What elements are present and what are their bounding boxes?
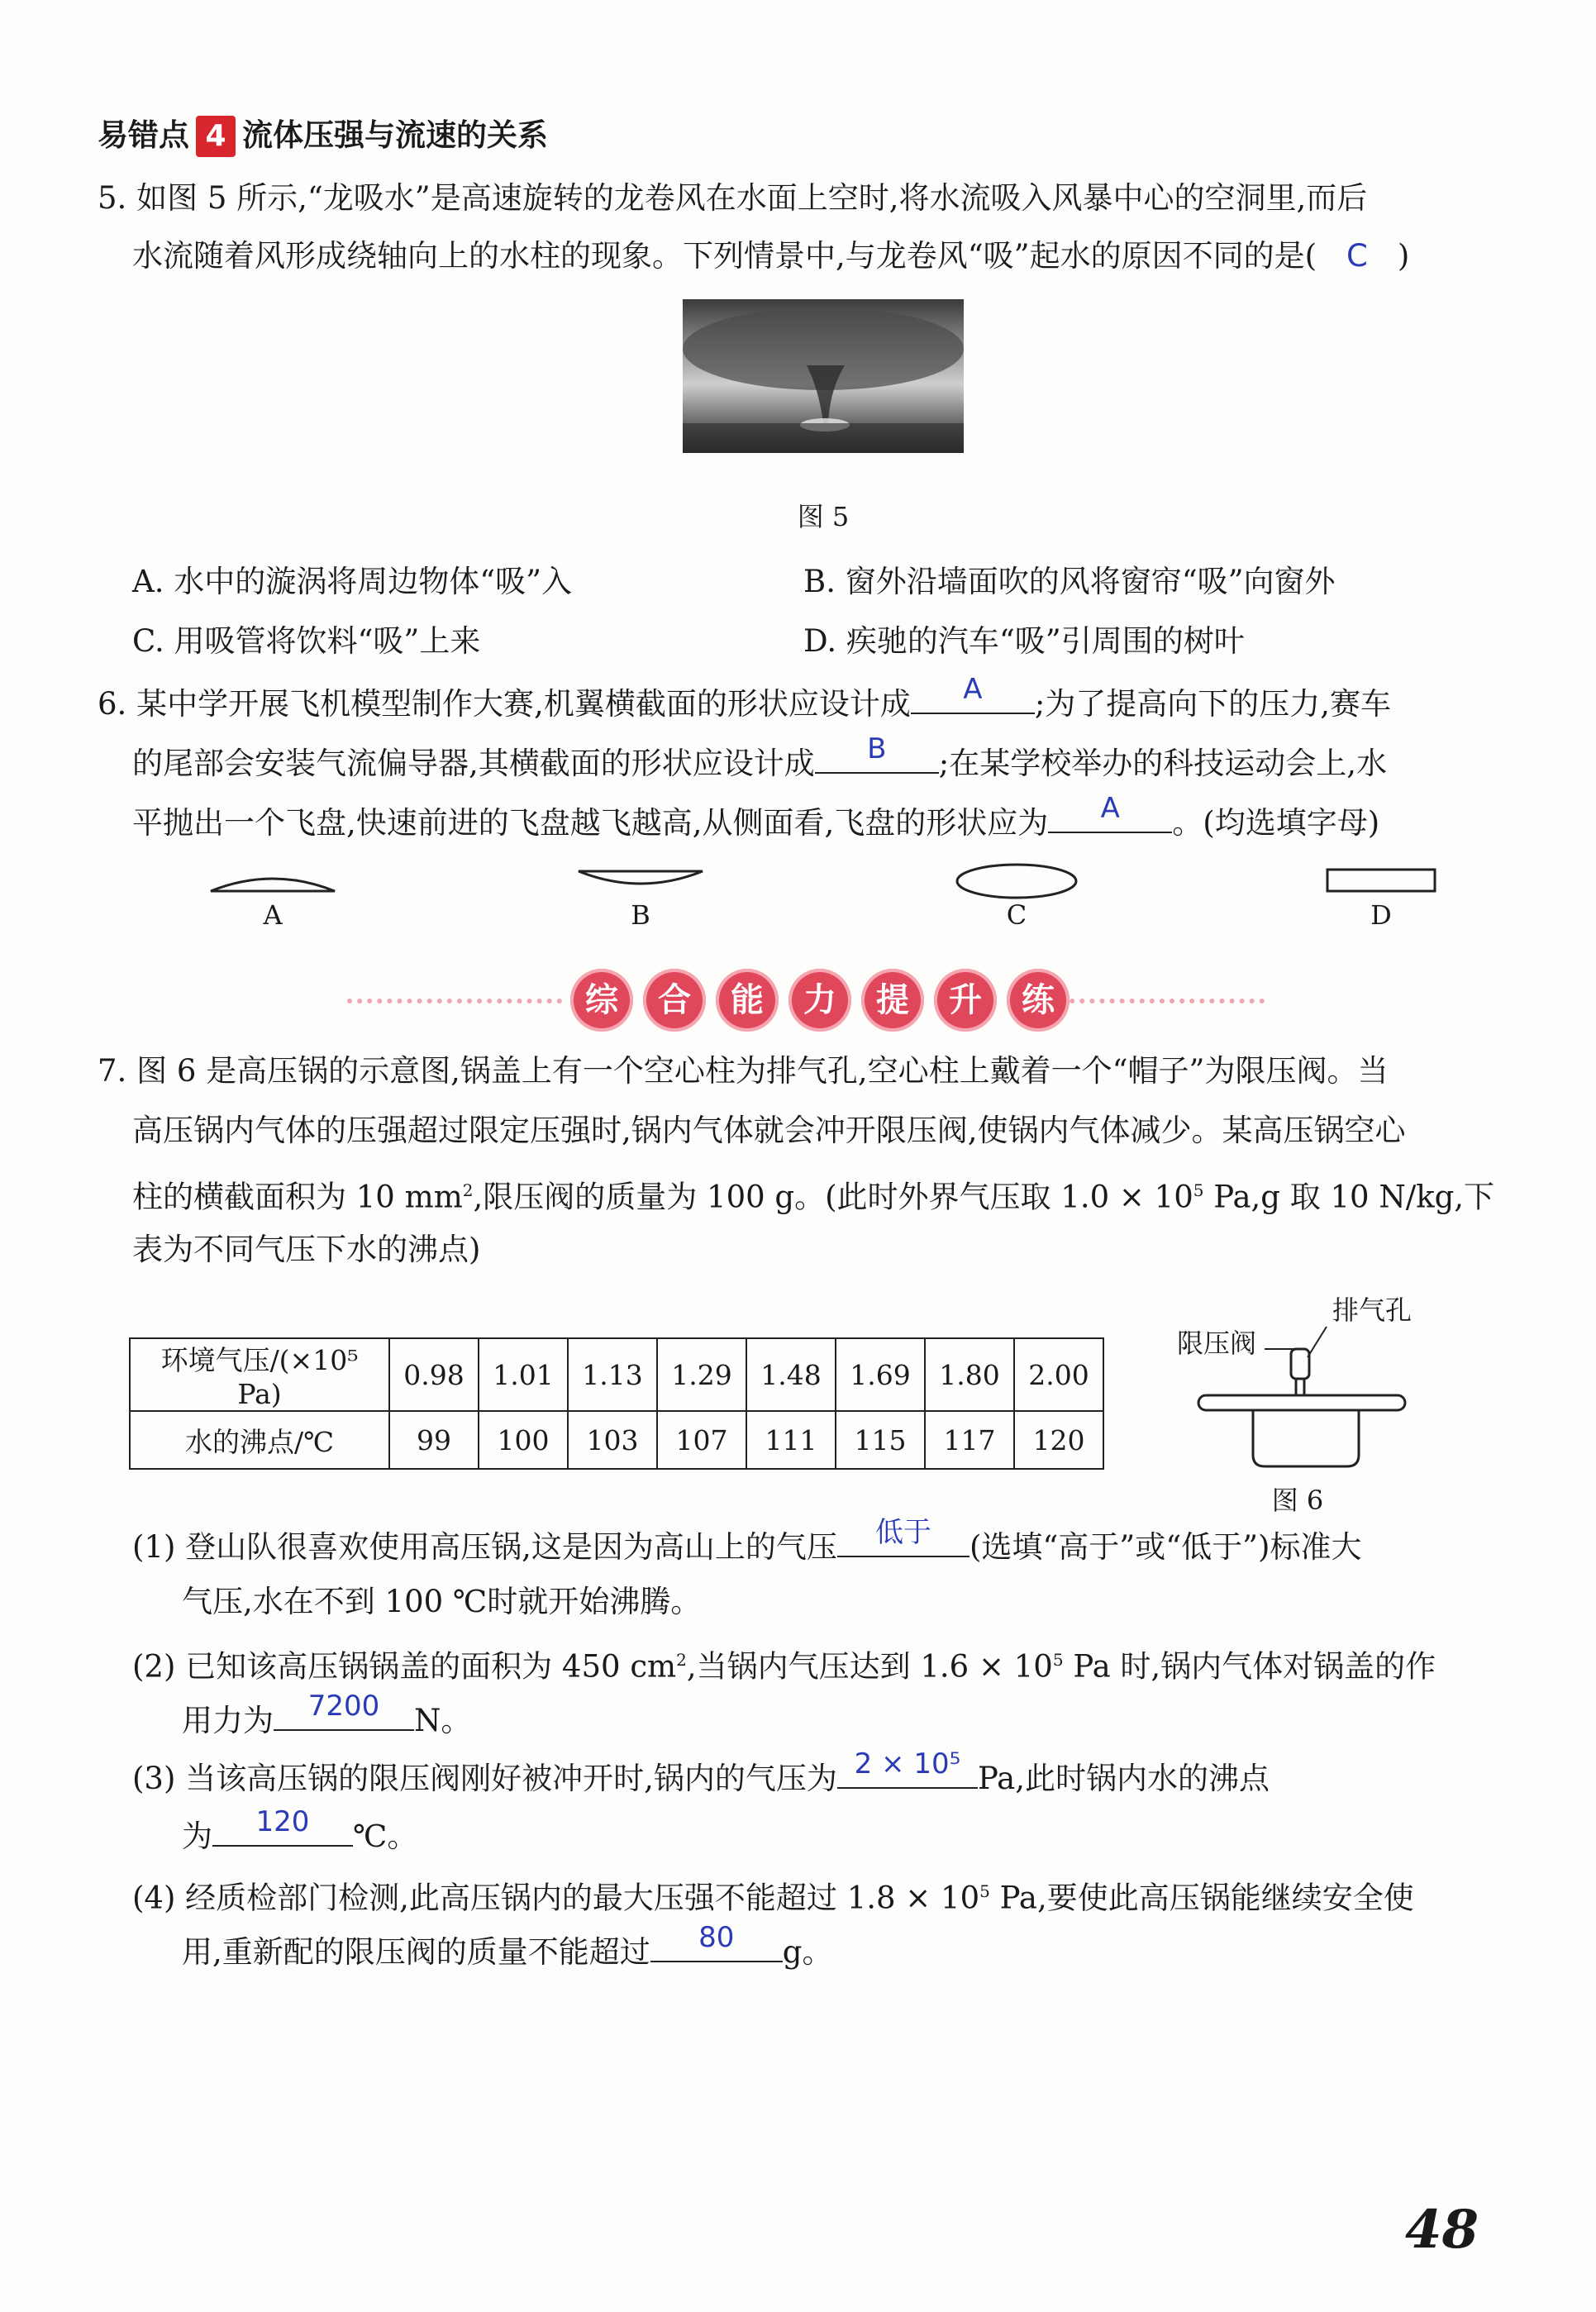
q7-p3-pre: (3) 当该高压锅的限压阀刚好被冲开时,锅内的气压为 [132, 1761, 837, 1796]
q7-p4-pre: (4) 经质检部门检测,此高压锅内的最大压强不能超过 1.8 × 10 [132, 1880, 980, 1916]
q7-p4-line2-post: g。 [782, 1934, 833, 1970]
q7-line3-sup: 2 [462, 1180, 474, 1200]
q7-p3-line2 [182, 1805, 418, 1858]
q7-p3-answer: 2 × 10⁵ [854, 1747, 961, 1780]
q5-line1: 5. 如图 5 所示,“龙吸水”是高速旋转的龙卷风在水面上空时,将水流吸入风暴中心的空洞里,而后 [98, 180, 1368, 216]
q7-p3-blank [837, 1747, 978, 1789]
table-cell: 117 [925, 1411, 1014, 1469]
table-cell: 1.80 [925, 1338, 1014, 1411]
q5-close: ) [1397, 238, 1410, 274]
valve-cap [1291, 1349, 1309, 1379]
table-cell: 1.48 [746, 1338, 836, 1411]
heading-prefix: 易错点 [98, 117, 189, 153]
shape-b [579, 871, 703, 884]
q6-blank3 [1048, 792, 1172, 833]
q7-p1-pre: (1) 登山队很喜欢使用高压锅,这是因为高山上的气压 [132, 1529, 837, 1565]
q7-p2-blank [274, 1690, 414, 1731]
q6-line1-post: ;为了提高向下的压力,赛车 [1034, 686, 1392, 722]
section-dots-left [347, 999, 562, 1003]
tornado-photo [683, 299, 964, 453]
shape-c [957, 865, 1076, 898]
section-char: 能 [716, 969, 779, 1032]
q7-p2-pre: (2) 已知该高压锅锅盖的面积为 450 cm [132, 1648, 677, 1685]
q7-p1-post: (选填“高于”或“低于”)标准大 [969, 1529, 1362, 1565]
tornado-image [683, 299, 964, 453]
table-cell: 100 [479, 1411, 568, 1469]
q6-line1 [98, 673, 1392, 726]
q7-p2-line2 [182, 1690, 472, 1742]
q7-p3-post: Pa,此时锅内水的沸点 [977, 1761, 1270, 1796]
section-title [570, 969, 1070, 1032]
q7-line3-b: ,限压阀的质量为 100 g。(此时外界气压取 1.0 × 10 [473, 1179, 1193, 1215]
figure6-caption: 图 6 [1271, 1485, 1324, 1516]
q7-p3-blank2 [212, 1805, 353, 1847]
q6-blank2 [815, 732, 939, 774]
table-row [130, 1338, 1103, 1411]
table-row [130, 1411, 1103, 1469]
table-cell: 1.29 [657, 1338, 746, 1411]
label-vent: 排气孔 [1332, 1294, 1413, 1326]
q7-p3-line1 [132, 1747, 1270, 1800]
shape-label-b: B [631, 899, 650, 931]
section-char: 升 [934, 969, 997, 1032]
q7-line1: 7. 图 6 是高压锅的示意图,锅盖上有一个空心柱为排气孔,空心柱上戴着一个“帽子”为限压阀。当 [98, 1053, 1389, 1089]
q7-line3-sup2: 5 [1193, 1180, 1204, 1200]
q5-line2-text: 水流随着风形成绕轴向上的水柱的现象。下列情景中,与龙卷风“吸”起水的原因不同的是( [132, 238, 1317, 274]
page-number: 48 [1405, 2199, 1479, 2261]
section-char: 练 [1007, 969, 1070, 1032]
table-cell: 120 [1014, 1411, 1103, 1469]
table-cell: 1.01 [479, 1338, 568, 1411]
q7-p4-blank [650, 1921, 783, 1962]
cooker-body [1253, 1410, 1359, 1466]
heading-badge: 4 [196, 116, 236, 157]
shape-label-c: C [1006, 899, 1027, 931]
section-char: 力 [788, 969, 851, 1032]
q7-line4: 表为不同气压下水的沸点) [132, 1232, 481, 1267]
q6-line2-pre: 的尾部会安装气流偏导器,其横截面的形状应设计成 [132, 746, 815, 781]
table-cell: 1.13 [568, 1338, 657, 1411]
q7-p2-sup: 2 [676, 1650, 687, 1670]
label-valve: 限压阀 [1177, 1328, 1257, 1359]
q7-p1-blank [837, 1516, 970, 1557]
figure5-caption: 图 5 [797, 501, 850, 532]
q6-line2-post: ;在某学校举办的科技运动会上,水 [938, 746, 1387, 781]
q7-line3-c: Pa,g 取 10 N/kg,下 [1203, 1179, 1495, 1215]
pressure-cooker-diagram [1182, 1289, 1413, 1471]
q6-answer2: B [867, 732, 887, 765]
q7-line3 [132, 1169, 1494, 1218]
table-cell: 1.69 [836, 1338, 925, 1411]
q6-answer1: A [963, 673, 983, 706]
q5-line2 [132, 235, 1409, 278]
q7-p4-sup: 5 [979, 1881, 990, 1901]
q6-line3-post: 。(均选填字母) [1172, 805, 1380, 841]
table-cell: 0.98 [389, 1338, 479, 1411]
table-header-boiling: 水的沸点/℃ [130, 1411, 389, 1469]
q7-p2-post: Pa 时,锅内气体对锅盖的作 [1063, 1648, 1436, 1685]
q6-answer3: A [1100, 792, 1120, 825]
table-cell: 107 [657, 1411, 746, 1469]
boiling-point-table [129, 1337, 1104, 1470]
q6-line2 [132, 732, 1387, 785]
q7-p3-line2-post: ℃。 [353, 1819, 418, 1854]
q7-p3-answer2: 120 [255, 1805, 310, 1838]
q7-line3-a: 柱的横截面积为 10 mm [132, 1179, 463, 1215]
shape-label-a: A [263, 899, 283, 931]
q7-p4-line2 [182, 1921, 833, 1974]
q5-option-c: C. 用吸管将饮料“吸”上来 [132, 623, 481, 659]
q7-p2-sup2: 5 [1052, 1650, 1064, 1670]
table-cell: 103 [568, 1411, 657, 1469]
q7-p1-answer: 低于 [874, 1516, 931, 1549]
q7-p4-post: Pa,要使此高压锅能继续安全使 [989, 1880, 1414, 1916]
table-cell: 99 [389, 1411, 479, 1469]
table-header-pressure: 环境气压/(×10⁵ Pa) [130, 1338, 389, 1411]
table-cell: 115 [836, 1411, 925, 1469]
q5-option-b: B. 窗外沿墙面吹的风将窗帘“吸”向窗外 [803, 564, 1336, 599]
shape-label-d: D [1370, 899, 1392, 931]
q6-blank1 [911, 673, 1035, 714]
q5-answer: C [1346, 238, 1368, 274]
table-cell: 2.00 [1014, 1338, 1103, 1411]
wing-shapes [198, 860, 1455, 901]
q7-p4-answer: 80 [698, 1921, 735, 1954]
q7-p2-answer: 7200 [307, 1690, 380, 1723]
q7-p2-mid: ,当锅内气压达到 1.6 × 10 [686, 1648, 1053, 1685]
q7-p2-line1 [132, 1638, 1436, 1688]
shape-a [211, 879, 335, 891]
section-char: 综 [570, 969, 633, 1032]
section-char: 提 [861, 969, 924, 1032]
heading-title: 流体压强与流速的关系 [242, 117, 548, 153]
q5-option-d: D. 疾驰的汽车“吸”引周围的树叶 [803, 623, 1245, 659]
q6-line3 [132, 792, 1380, 845]
q7-p2-line2-post: N。 [414, 1703, 472, 1738]
cooker-lid [1198, 1395, 1405, 1410]
q7-p2-line2-pre: 用力为 [182, 1703, 274, 1738]
shape-d [1327, 870, 1435, 891]
q5-option-a: A. 水中的漩涡将周边物体“吸”入 [132, 564, 573, 599]
q7-p3-line2-pre: 为 [182, 1819, 212, 1854]
q7-p1-line1 [132, 1516, 1362, 1569]
table-cell: 111 [746, 1411, 836, 1469]
q7-line2: 高压锅内气体的压强超过限定压强时,锅内气体就会冲开限压阀,使锅内气体减少。某高压锅空心 [132, 1113, 1406, 1148]
q6-line1-pre: 6. 某中学开展飞机模型制作大赛,机翼横截面的形状应设计成 [98, 686, 911, 722]
q7-p1-line2: 气压,水在不到 100 ℃时就开始沸腾。 [182, 1584, 702, 1619]
q7-p4-line1 [132, 1870, 1414, 1919]
section-heading [98, 114, 548, 157]
q6-line3-pre: 平抛出一个飞盘,快速前进的飞盘越飞越高,从侧面看,飞盘的形状应为 [132, 805, 1049, 841]
section-dots-right [1050, 999, 1265, 1003]
q7-p4-line2-pre: 用,重新配的限压阀的质量不能超过 [182, 1934, 650, 1970]
section-char: 合 [643, 969, 706, 1032]
